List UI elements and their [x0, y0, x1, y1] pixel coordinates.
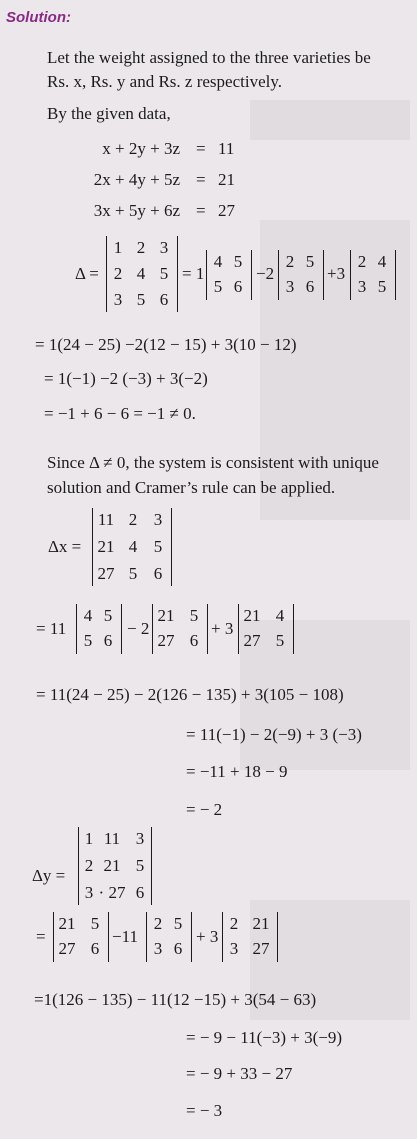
minor-cell: 6 — [103, 631, 113, 650]
delta-y-label: Δy = — [32, 866, 66, 885]
delta-x-step: = − 2 — [186, 800, 223, 819]
minor-cell: 5 — [275, 631, 285, 650]
matrix-cell: 21 — [103, 856, 121, 875]
matrix-cell: 2 — [84, 856, 94, 875]
given-data-text: By the given data, — [47, 104, 171, 123]
since-line-2: solution and Cramer’s rule can be applied. — [47, 478, 336, 497]
matrix-cell: 3 — [113, 290, 123, 309]
minor-cell: 5 — [213, 277, 223, 296]
equation-equals: = — [196, 139, 206, 158]
minor-cell: 2 — [285, 252, 295, 271]
delta-y-step: = − 3 — [186, 1101, 223, 1120]
minor-determinant — [206, 250, 252, 300]
expansion-equals: = — [36, 927, 46, 946]
matrix-cell: · 27 — [98, 883, 126, 902]
minor-cell: 5 — [233, 252, 243, 271]
minor-cell: 4 — [275, 606, 285, 625]
minor-cell: 5 — [377, 277, 387, 296]
matrix-cell: 6 — [159, 290, 169, 309]
equation-equals: = — [196, 170, 206, 189]
minor-cell: 6 — [189, 631, 199, 650]
minor-cell: 6 — [233, 277, 243, 296]
minor-cell: 6 — [305, 277, 315, 296]
delta-x-step: = 11(24 − 25) − 2(126 − 135) + 3(105 − 108) — [36, 685, 344, 704]
minor-cell: 21 — [243, 606, 261, 625]
delta-y-step: = − 9 − 11(−3) + 3(−9) — [186, 1028, 343, 1047]
matrix-cell: 3 — [153, 510, 163, 529]
delta-y-step: =1(126 − 135) − 11(12 −15) + 3(54 − 63) — [34, 990, 317, 1009]
matrix-cell: 1 — [84, 829, 94, 848]
matrix-cell: 27 — [97, 564, 115, 583]
expansion-operator: + 3 — [211, 619, 234, 638]
minor-determinant — [222, 912, 278, 962]
equation-rhs: 27 — [218, 201, 235, 220]
minor-cell: 2 — [229, 914, 239, 933]
matrix-cell: 11 — [97, 510, 115, 529]
delta-x-label: Δx = — [48, 537, 82, 556]
minor-cell: 2 — [357, 252, 367, 271]
matrix-cell: 2 — [128, 510, 138, 529]
matrix-cell: 5 — [153, 537, 163, 556]
equation-lhs: 2x + 4y + 5z — [93, 170, 180, 189]
delta-y-step: = − 9 + 33 − 27 — [186, 1064, 293, 1083]
delta-x-determinant — [92, 508, 172, 586]
minor-cell: 4 — [377, 252, 387, 271]
matrix-cell: 5 — [135, 856, 145, 875]
matrix-cell: 2 — [113, 264, 123, 283]
minor-determinant — [278, 250, 324, 300]
intro-line-2: Rs. x, Rs. y and Rs. z respectively. — [47, 72, 282, 91]
since-line-1: Since Δ ≠ 0, the system is consistent with unique — [47, 453, 379, 472]
minor-cell: 21 — [157, 606, 175, 625]
minor-cell: 21 — [252, 914, 270, 933]
equation-lhs: 3x + 5y + 6z — [93, 201, 180, 220]
matrix-cell: 2 — [136, 238, 146, 257]
expansion-operator: + 3 — [196, 927, 219, 946]
delta-label: Δ = — [75, 264, 99, 283]
equation-equals: = — [196, 201, 206, 220]
minor-cell: 3 — [285, 277, 295, 296]
matrix-cell: 1 — [113, 238, 123, 257]
minor-cell: 5 — [305, 252, 315, 271]
expansion-operator: +3 — [327, 264, 346, 283]
expansion-operator: − 2 — [127, 619, 150, 638]
matrix-cell: 3 — [159, 238, 169, 257]
expansion-equals: = 11 — [36, 619, 67, 638]
minor-cell: 27 — [58, 939, 76, 958]
expansion-equals: = 1 — [182, 264, 205, 283]
matrix-cell: 5 — [136, 290, 146, 309]
minor-cell: 6 — [173, 939, 183, 958]
minor-cell: 27 — [157, 631, 175, 650]
equation-rhs: 21 — [218, 170, 235, 189]
minor-cell: 5 — [189, 606, 199, 625]
delta-x-step: = −11 + 18 − 9 — [186, 762, 288, 781]
minor-cell: 3 — [229, 939, 239, 958]
minor-determinant — [146, 912, 192, 962]
minor-determinant — [53, 912, 109, 962]
delta-y-determinant — [78, 827, 152, 905]
expansion-operator: −2 — [256, 264, 275, 283]
matrix-cell: 11 — [103, 829, 121, 848]
delta-step: = 1(−1) −2 (−3) + 3(−2) — [44, 369, 208, 388]
intro-line-1: Let the weight assigned to the three varieties be — [47, 48, 371, 67]
matrix-cell: 6 — [135, 883, 145, 902]
minor-cell: 2 — [153, 914, 163, 933]
minor-cell: 4 — [83, 606, 93, 625]
minor-determinant — [238, 604, 294, 654]
minor-determinant — [152, 604, 208, 654]
matrix-cell: 6 — [153, 564, 163, 583]
minor-determinant — [350, 250, 396, 300]
minor-cell: 3 — [153, 939, 163, 958]
solution-heading: Solution: — [6, 9, 71, 26]
matrix-cell: 21 — [97, 537, 115, 556]
equation-lhs: x + 2y + 3z — [102, 139, 180, 158]
delta-x-step: = 11(−1) − 2(−9) + 3 (−3) — [186, 725, 362, 744]
minor-cell: 6 — [90, 939, 100, 958]
minor-cell: 5 — [83, 631, 93, 650]
minor-cell: 27 — [252, 939, 270, 958]
minor-determinant — [76, 604, 122, 654]
matrix-cell: 3 — [84, 883, 94, 902]
delta-step: = 1(24 − 25) −2(12 − 15) + 3(10 − 12) — [35, 335, 297, 354]
matrix-cell: 5 — [159, 264, 169, 283]
minor-cell: 3 — [357, 277, 367, 296]
minor-cell: 5 — [173, 914, 183, 933]
expansion-operator: −11 — [112, 927, 138, 946]
matrix-cell: 4 — [128, 537, 138, 556]
minor-cell: 5 — [103, 606, 113, 625]
minor-cell: 27 — [243, 631, 261, 650]
delta-step: = −1 + 6 − 6 = −1 ≠ 0. — [44, 404, 196, 423]
delta-determinant — [106, 236, 178, 312]
matrix-cell: 4 — [136, 264, 146, 283]
minor-cell: 4 — [213, 252, 223, 271]
minor-cell: 21 — [58, 914, 76, 933]
minor-cell: 5 — [90, 914, 100, 933]
matrix-cell: 5 — [128, 564, 138, 583]
equation-rhs: 11 — [218, 139, 235, 158]
matrix-cell: 3 — [135, 829, 145, 848]
